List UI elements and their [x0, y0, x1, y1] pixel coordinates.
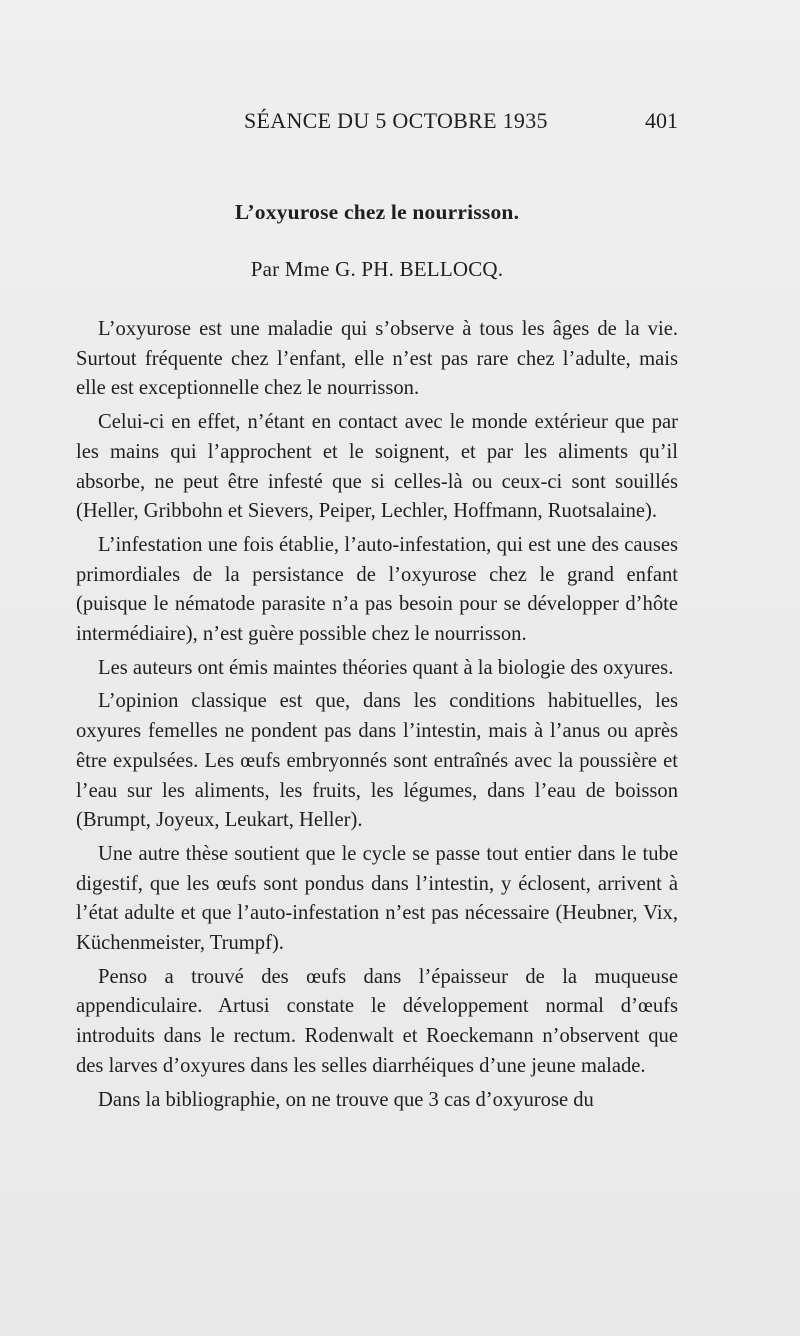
paragraph: Dans la bibliographie, on ne trouve que 3 cas d’oxyurose du: [98, 1088, 594, 1111]
paragraph: L’oxyurose est une maladie qui s’observe à tous les âges de la vie. Surtout fréquente chez l’enfant, elle n’est pas rare chez l’adulte, mais elle est exceptionnelle chez le nourrisson.: [76, 318, 678, 400]
paragraph: L’opinion classique est que, dans les conditions habituelles, les oxyures femelles ne pondent pas dans l’intestin, mais à l’anus ou après être expulsées. Les œufs embryonnés sont entraînés avec la poussière et l’eau sur les aliments, les fruits, les légumes, dans l’eau de boisson (Brumpt, Joyeux, Leukart, Heller).: [76, 690, 678, 832]
article-title: L’oxyurose chez le nourrisson.: [234, 200, 520, 224]
paragraph: Les auteurs ont émis maintes théories quant à la biologie des oxyures.: [98, 656, 674, 679]
page-number: 401: [645, 108, 678, 133]
paragraph: Celui-ci en effet, n’étant en contact avec le monde extérieur que par les mains qui l’approchent et le soignent, et par les aliments qu’il absorbe, ne peut être infesté que si celles-là ou ceux-ci sont souillés (Heller, Gribbohn et Sievers, Peiper, Lechler, Hoffmann, Ruotsalaine).: [76, 411, 678, 523]
running-head: [76, 108, 678, 138]
paragraph: Penso a trouvé des œufs dans l’épaisseur de la muqueuse appendiculaire. Artusi constate le développement normal d’œufs introduits dans le rectum. Rodenwalt et Roeckemann n’observent que des larves d’oxyures dans les selles diarrhéiques d’une jeune malade.: [76, 965, 678, 1077]
paragraph: Une autre thèse soutient que le cycle se passe tout entier dans le tube digestif, que les œufs sont pondus dans l’intestin, y éclosent, arrivent à l’état adulte et que l’auto-infestation n’est pas nécessaire (Heubner, Vix, Küchenmeister, Trumpf).: [76, 842, 678, 955]
paragraph: L’infestation une fois établie, l’auto-infestation, qui est une des causes primordiales de la persistance de l’oxyurose chez le grand enfant (puisque le nématode parasite n’a pas besoin pour se développer d’hôte intermédiaire), n’est guère possible chez le nourrisson.: [76, 533, 678, 646]
running-title: SÉANCE DU 5 OCTOBRE 1935: [244, 108, 548, 133]
author-byline: Par Mme G. PH. BELLOCQ.: [250, 257, 504, 281]
article-body: [76, 315, 678, 1119]
